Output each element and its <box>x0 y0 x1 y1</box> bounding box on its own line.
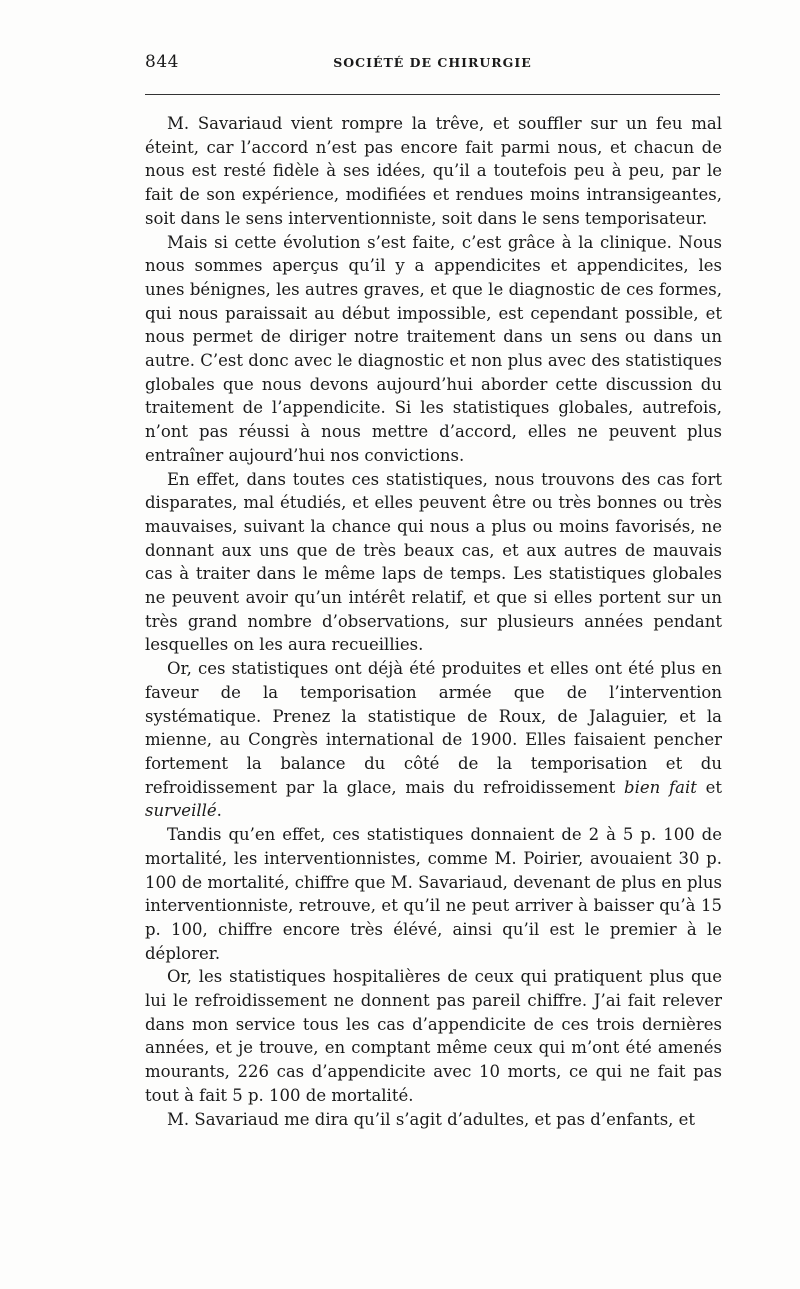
paragraph-4-middle: et <box>696 777 723 797</box>
header-rule <box>145 94 720 95</box>
paragraph-4-italic-1: bien fait <box>624 777 697 797</box>
running-title: SOCIÉTÉ DE CHIRURGIE <box>333 55 532 70</box>
page-number: 844 <box>145 52 179 72</box>
paragraph-4-text: Or, ces statistiques ont déjà été produites et elles ont été plus en faveur de la temporisation armée que de l’intervention systématique. Prenez la statistique de Roux, de Jalaguier, et la mienne, au Congrès international de 1900. Elles faisaient pencher fortement la balance du côté de la temporisation et du refroidissement par la glace, mais du refroidissement <box>145 659 722 797</box>
paragraph-4 <box>145 657 722 823</box>
paragraph-3: En effet, dans toutes ces statistiques, nous trouvons des cas fort disparates, mal étudiés, et elles peuvent être ou très bonnes ou très mauvaises, suivant la chance qui nous a plus ou moins favorisés, ne donnant aux uns que de très beaux cas, et aux autres de mauvais cas à traiter dans le même laps de temps. Les statistiques globales ne peuvent avoir qu’un intérêt relatif, et que si elles portent sur un très grand nombre d’observations, sur plusieurs années pendant lesquelles on les aura recueillies. <box>145 469 722 655</box>
paragraph-4-end: . <box>216 801 222 821</box>
paragraph-6: Or, les statistiques hospitalières de ceux qui pratiquent plus que lui le refroidissement ne donnent pas pareil chiffre. J’ai fait relever dans mon service tous les cas d’appendicite de ces trois dernières années, et je trouve, en comptant même ceux qui m’ont été amenés mourants, 226 cas d’appendicite avec 10 morts, ce qui ne fait pas tout à fait 5 p. 100 de mortalité. <box>145 967 722 1105</box>
paragraph-1: M. Savariaud vient rompre la trêve, et souffler sur un feu mal éteint, car l’accord n’est pas encore fait parmi nous, et chacun de nous est resté fidèle à ses idées, qu’il a toutefois peu à peu, par le fait de son expérience, modifiées et rendues moins intransigeantes, soit dans le sens interventionniste, soit dans le sens temporisateur. <box>145 114 722 228</box>
page-header <box>145 52 720 78</box>
paragraph-2: Mais si cette évolution s’est faite, c’est grâce à la clinique. Nous nous sommes aperçus qu’il y a appendicites et appendicites, les unes bénignes, les autres graves, et que le diagnostic de ces formes, qui nous paraissait au début impossible, est cependant possible, et nous permet de diriger notre traitement dans un sens ou dans un autre. C’est donc avec le diagnostic et non plus avec des statistiques globales que nous devons aujourd’hui aborder cette discussion du traitement de l’appendicite. Si les statistiques globales, autrefois, n’ont pas réussi à nous mettre d’accord, elles ne peuvent plus entraîner aujourd’hui nos convictions. <box>145 232 722 465</box>
paragraph-7: M. Savariaud me dira qu’il s’agit d’adultes, et pas d’enfants, et <box>167 1109 696 1129</box>
paragraph-4-italic-2: surveillé <box>145 801 217 821</box>
body-text <box>145 112 722 1131</box>
paragraph-5: Tandis qu’en effet, ces statistiques donnaient de 2 à 5 p. 100 de mortalité, les interventionnistes, comme M. Poirier, avouaient 30 p. 100 de mortalité, chiffre que M. Savariaud, devenant de plus en plus interventionniste, retrouve, et qu’il ne peut arriver à baisser qu’à 15 p. 100, chiffre encore très élévé, ainsi qu’il est le premier à le déplorer. <box>145 825 722 963</box>
